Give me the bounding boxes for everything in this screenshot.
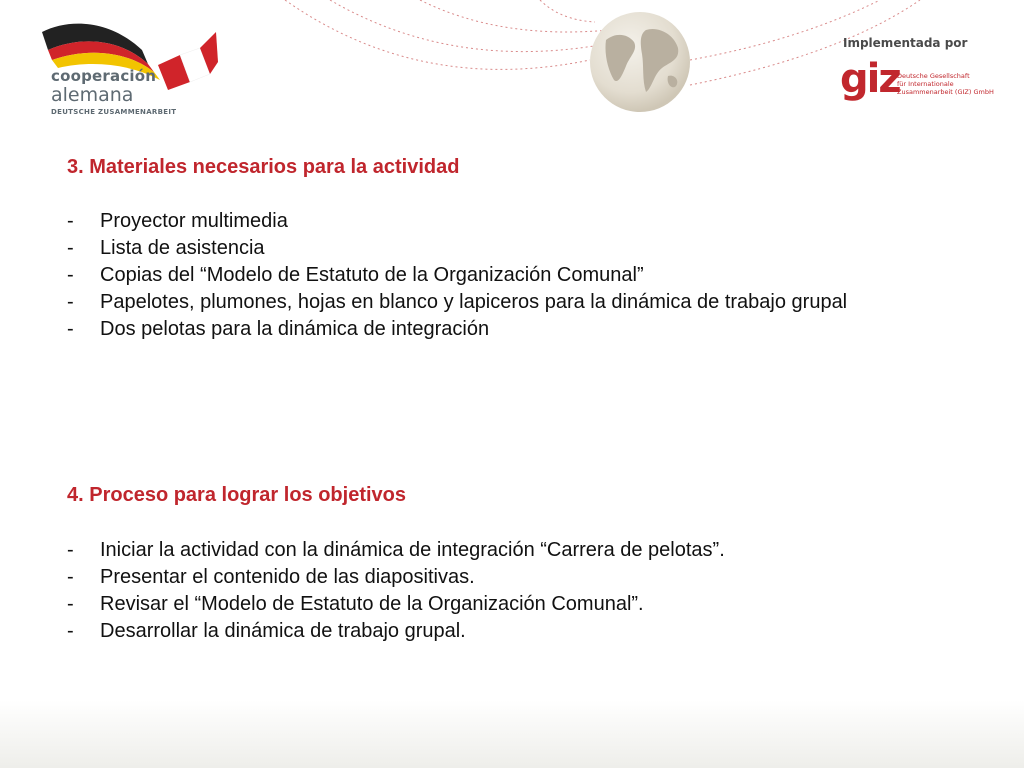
giz-desc-line-2: für Internationale — [897, 80, 954, 88]
section-3-title: 3. Materiales necesarios para la actividad — [67, 156, 460, 178]
list-item-text: Revisar el “Modelo de Estatuto de la Organización Comunal”. — [100, 593, 644, 615]
list-item — [67, 591, 939, 618]
list-item-text: Presentar el contenido de las diapositivas. — [100, 566, 475, 588]
list-item — [67, 537, 939, 564]
list-item-text: Proyector multimedia — [100, 210, 288, 232]
list-item — [67, 316, 939, 343]
cooperacion-alemana-logo — [30, 10, 230, 120]
bullet-dash: - — [67, 620, 74, 642]
bullet-dash: - — [67, 264, 74, 286]
materials-list — [67, 208, 939, 343]
implementada-por-label: Implementada por — [843, 36, 968, 50]
logo-text-cooperacion: cooperación — [51, 67, 157, 85]
giz-desc-line-1: Deutsche Gesellschaft — [897, 72, 970, 80]
logo-text-alemana: alemana — [51, 84, 134, 106]
process-list — [67, 537, 939, 645]
giz-description — [897, 72, 1017, 96]
section-4-title: 4. Proceso para lograr los objetivos — [67, 484, 407, 506]
list-item — [67, 289, 939, 316]
list-item-text: Desarrollar la dinámica de trabajo grupal. — [100, 620, 466, 642]
bullet-dash: - — [67, 539, 74, 561]
list-item — [67, 618, 939, 645]
bullet-dash: - — [67, 318, 74, 340]
bullet-dash: - — [67, 593, 74, 615]
bullet-dash: - — [67, 210, 74, 232]
list-item-text: Lista de asistencia — [100, 237, 265, 259]
list-item-text: Dos pelotas para la dinámica de integración — [100, 318, 490, 340]
list-item-text: Iniciar la actividad con la dinámica de integración “Carrera de pelotas”. — [100, 539, 725, 561]
list-item — [67, 564, 939, 591]
bullet-dash: - — [67, 291, 74, 313]
giz-desc-line-3: Zusammenarbeit (GIZ) GmbH — [897, 88, 994, 96]
bullet-dash: - — [67, 566, 74, 588]
list-item — [67, 235, 939, 262]
globe-icon — [588, 10, 692, 114]
list-item — [67, 262, 939, 289]
footer-gradient — [0, 700, 1024, 768]
logo-text-deutsche: DEUTSCHE ZUSAMMENARBEIT — [51, 108, 177, 116]
list-item-text: Papelotes, plumones, hojas en blanco y lapiceros para la dinámica de trabajo grupal — [100, 291, 848, 313]
bullet-dash: - — [67, 237, 74, 259]
giz-logo-text: giz — [840, 56, 900, 102]
list-item — [67, 208, 939, 235]
list-item-text: Copias del “Modelo de Estatuto de la Organización Comunal” — [100, 264, 644, 286]
